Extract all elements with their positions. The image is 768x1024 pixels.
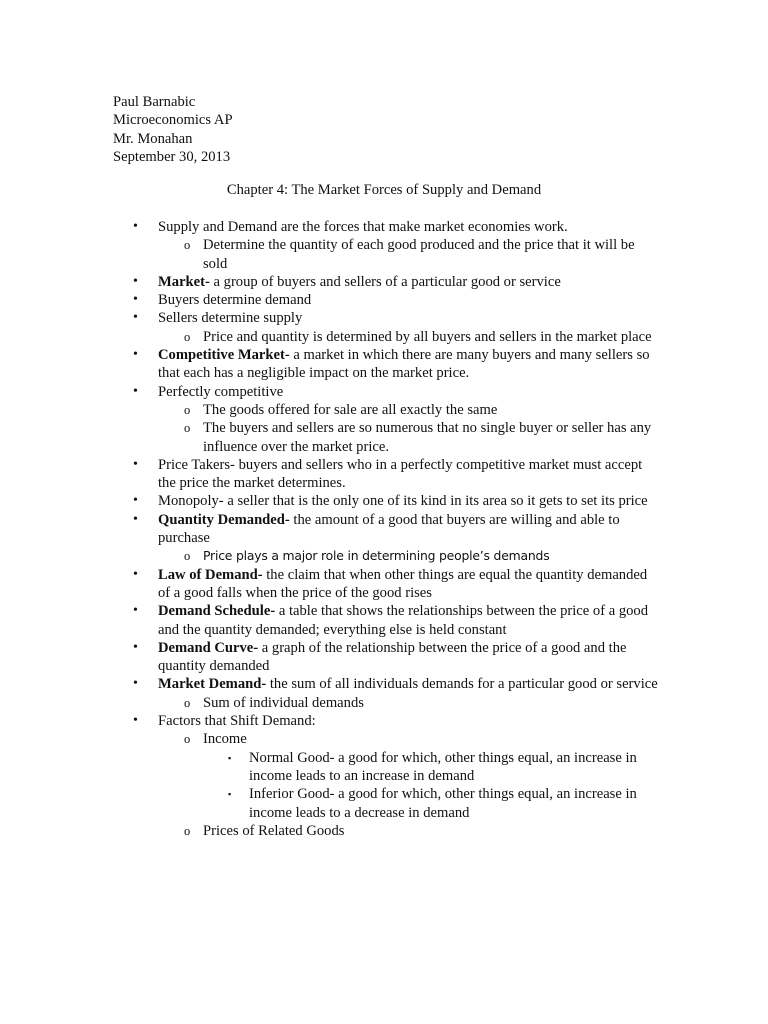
sub-bullet-marker: o (184, 732, 191, 747)
list-item (0, 328, 658, 346)
list-item (0, 218, 658, 236)
list-item (0, 492, 658, 510)
list-item (0, 675, 658, 693)
sub-bullet-marker: o (184, 695, 191, 710)
list-item-text: Income (203, 731, 247, 748)
list-item (0, 822, 658, 840)
list-item-text: Buyers determine demand (158, 292, 312, 309)
list-item (0, 749, 658, 786)
term-label: Law of Demand- (158, 566, 263, 583)
list-item (0, 511, 658, 548)
square-bullet-marker: ▪ (228, 752, 232, 763)
square-bullet-marker: ▪ (228, 789, 232, 800)
list-item (0, 309, 658, 327)
list-item-text: Sum of individual demands (203, 694, 364, 711)
sub-bullet-marker: o (184, 549, 191, 564)
list-item (0, 639, 658, 676)
list-item-text: Prices of Related Goods (203, 822, 345, 839)
bullet-marker: • (133, 456, 138, 472)
bullet-marker: • (133, 493, 138, 509)
list-item-text: Factors that Shift Demand: (158, 713, 316, 730)
notes-outline (0, 218, 768, 840)
term-label: Competitive Market- (158, 347, 290, 364)
list-item-text: Monopoly- a seller that is the only one of its kind in its area so it gets to set its price (158, 493, 648, 510)
bullet-marker: • (133, 713, 138, 729)
list-item-text: The buyers and sellers are so numerous that no single buyer or seller has any influence over the market price. (203, 420, 652, 455)
list-item (0, 785, 658, 822)
list-item-text: Normal Good- a good for which, other things equal, an increase in income leads to an increase in demand (249, 749, 637, 784)
list-item (0, 456, 658, 493)
document-date: September 30, 2013 (113, 149, 231, 166)
list-item-text: the amount of a good that buyers are willing and able to purchase (158, 511, 620, 547)
list-item (0, 712, 658, 730)
term-label: Demand Schedule- (158, 603, 276, 620)
sub-bullet-marker: o (184, 329, 191, 344)
list-item-text: Price plays a major role in determining people’s demands (203, 548, 550, 564)
sub-bullet-marker: o (184, 238, 191, 253)
teacher-name: Mr. Monahan (113, 130, 193, 147)
list-item (0, 566, 658, 603)
list-item (0, 401, 658, 419)
list-item-text: a table that shows the relationships between the price of a good and the quantity demanded; everything else is held constant (158, 603, 649, 638)
list-item-text: Supply and Demand are the forces that make market economies work. (158, 219, 568, 235)
bullet-marker: • (133, 310, 138, 326)
list-item-text: Price and quantity is determined by all buyers and sellers in the market place (203, 328, 652, 345)
list-item-text: the sum of all individuals demands for a particular good or service (266, 676, 658, 693)
list-item (0, 602, 658, 639)
list-item-text: Sellers determine supply (158, 310, 303, 327)
list-item-text: Inferior Good- a good for which, other things equal, an increase in income leads to a decrease in demand (249, 786, 637, 821)
author-name: Paul Barnabic (113, 94, 196, 110)
bullet-marker: • (133, 566, 138, 582)
list-item-text: The goods offered for sale are all exactly the same (203, 401, 498, 418)
term-label: Market- (158, 273, 210, 290)
term-label: Quantity Demanded- (158, 511, 290, 528)
bullet-marker: • (133, 511, 138, 527)
bullet-marker: • (133, 639, 138, 655)
bullet-marker: • (133, 219, 138, 234)
list-item (0, 547, 658, 565)
list-item (0, 236, 658, 273)
document-header (113, 93, 233, 167)
term-label: Demand Curve- (158, 639, 259, 656)
sub-bullet-marker: o (184, 823, 191, 838)
list-item (0, 730, 658, 748)
list-item (0, 346, 658, 383)
list-item-text: a market in which there are many buyers and many sellers so that each has a negligible impact on the market price. (158, 347, 650, 382)
bullet-marker: • (133, 383, 138, 399)
list-item-text: a group of buyers and sellers of a particular good or service (209, 273, 561, 290)
list-item-text: a graph of the relationship between the price of a good and the quantity demanded (158, 639, 627, 675)
list-item (0, 383, 658, 401)
document-title: Chapter 4: The Market Forces of Supply and Demand (226, 182, 542, 198)
bullet-marker: • (133, 347, 138, 363)
bullet-marker: • (133, 603, 138, 619)
list-item-text: the claim that when other things are equal the quantity demanded of a good falls when the price of the good rises (158, 566, 648, 601)
list-item-text: Determine the quantity of each good produced and the price that it will be sold (203, 237, 635, 272)
list-item-text: Price Takers- buyers and sellers who in a perfectly competitive market must accept the price the market determines. (158, 456, 643, 492)
course-name: Microeconomics AP (113, 112, 233, 129)
list-item (0, 419, 658, 456)
bullet-marker: • (133, 273, 138, 289)
list-item (0, 273, 658, 291)
sub-bullet-marker: o (184, 402, 191, 417)
list-item-text: Perfectly competitive (158, 383, 284, 400)
term-label: Market Demand- (158, 676, 267, 693)
list-item (0, 694, 658, 712)
bullet-marker: • (133, 292, 138, 308)
list-item (0, 291, 658, 309)
bullet-marker: • (133, 676, 138, 692)
sub-bullet-marker: o (184, 421, 191, 436)
